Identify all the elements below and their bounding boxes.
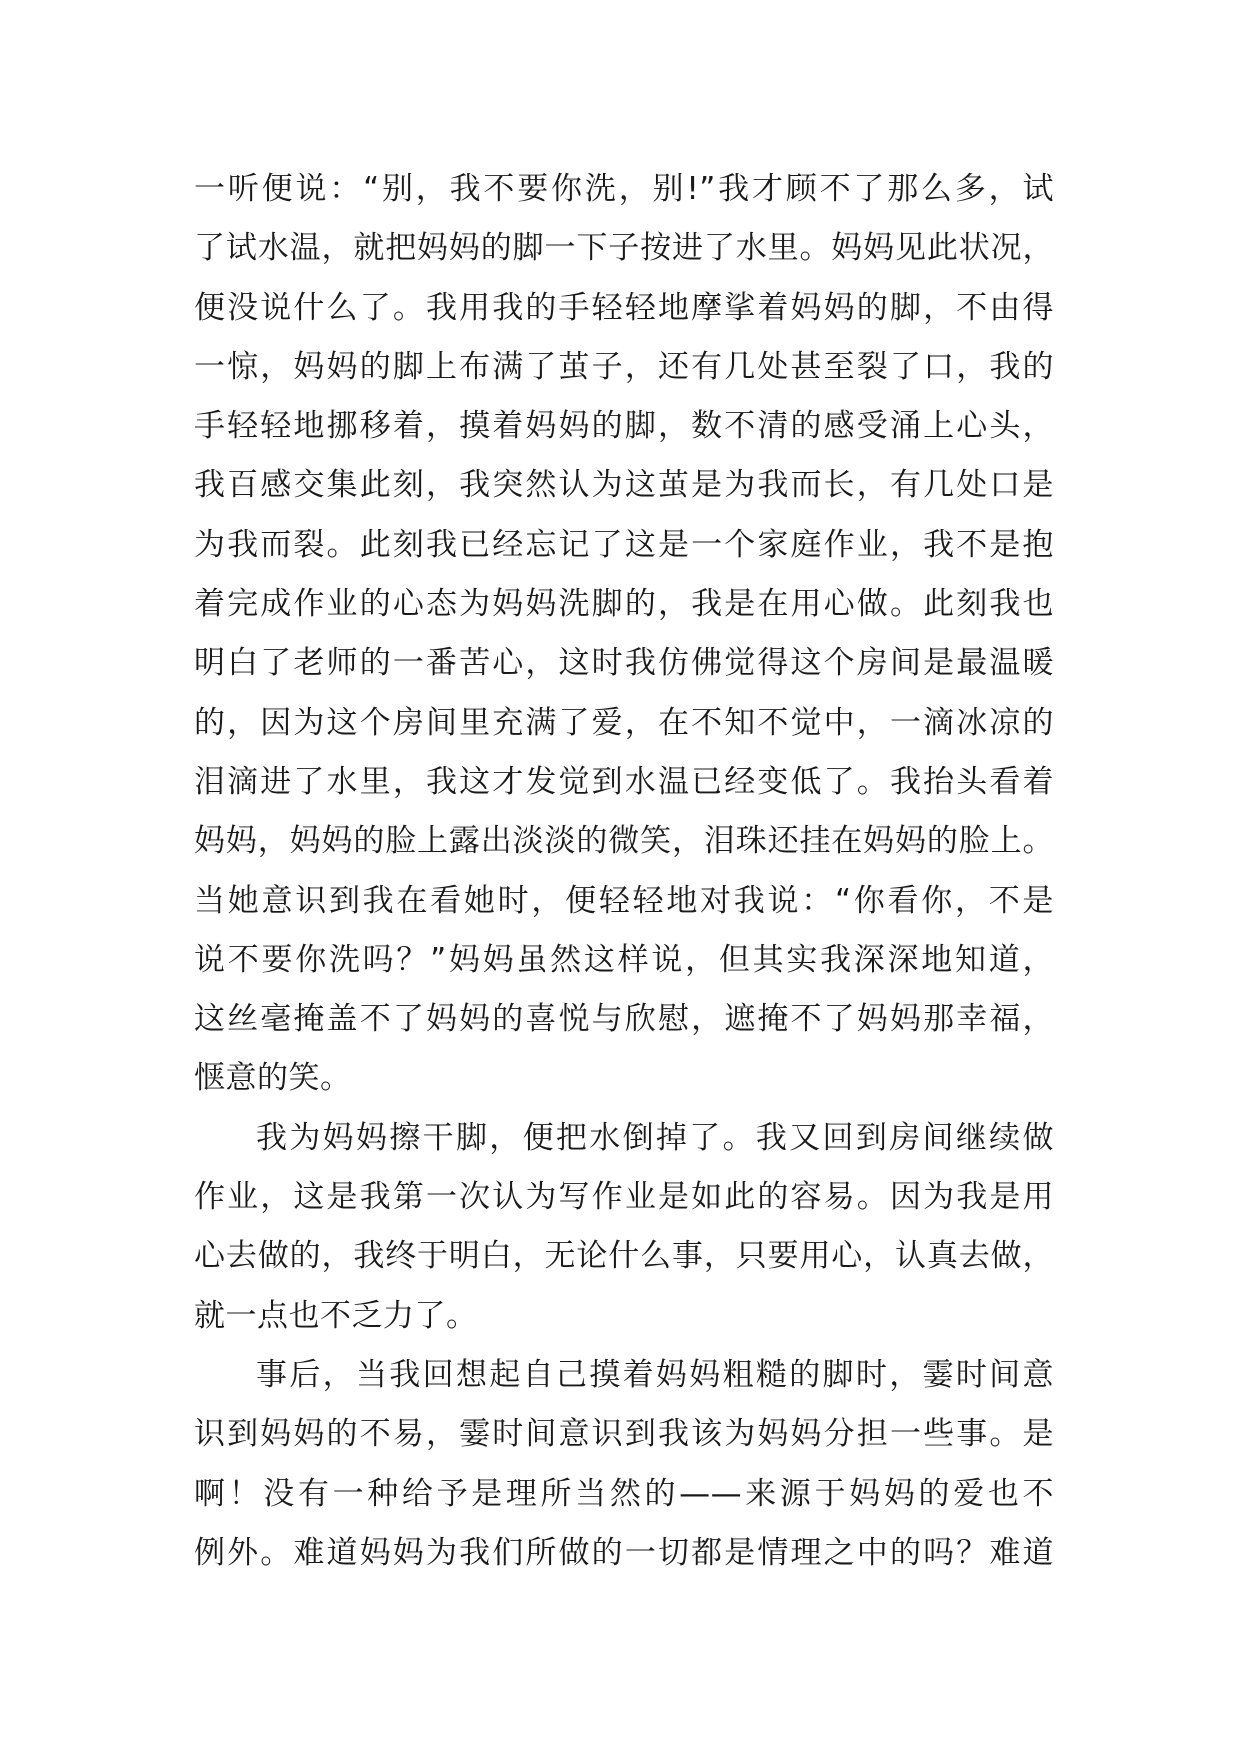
- text-line: 我百感交集此刻，我突然认为这茧是为我而长，有几处口是: [194, 467, 1054, 504]
- text-line: 妈妈，妈妈的脸上露出淡淡的微笑，泪珠还挂在妈妈的脸上。: [194, 823, 1054, 860]
- text-line: 就一点也不乏力了。: [194, 1297, 478, 1334]
- text-line: 作业，这是我第一次认为写作业是如此的容易。因为我是用: [194, 1179, 1054, 1216]
- text-line: 明白了老师的一番苦心，这时我仿佛觉得这个房间是最温暖: [194, 645, 1054, 682]
- text-line: 说不要你洗吗？”妈妈虽然这样说，但其实我深深地知道，: [194, 941, 1054, 978]
- paragraph-first-line: 我为妈妈擦干脚，便把水倒掉了。我又回到房间继续做: [256, 1119, 1054, 1156]
- text-line: 惬意的笑。: [194, 1060, 352, 1097]
- text-line: 泪滴进了水里，我这才发觉到水温已经变低了。我抬头看着: [194, 763, 1054, 800]
- text-line: 为我而裂。此刻我已经忘记了这是一个家庭作业，我不是抱: [194, 526, 1054, 563]
- document-body: [194, 160, 1054, 1583]
- text-line: 了试水温，就把妈妈的脚一下子按进了水里。妈妈见此状况，: [194, 230, 1054, 267]
- text-line: 着完成作业的心态为妈妈洗脚的，我是在用心做。此刻我也: [194, 586, 1054, 623]
- text-line: 一惊，妈妈的脚上布满了茧子，还有几处甚至裂了口，我的: [194, 348, 1054, 385]
- text-line: 例外。难道妈妈为我们所做的一切都是情理之中的吗？难道: [194, 1534, 1054, 1571]
- text-line: 啊！没有一种给予是理所当然的——来源于妈妈的爱也不: [194, 1475, 1054, 1512]
- text-line: 便没说什么了。我用我的手轻轻地摩挲着妈妈的脚，不由得: [194, 289, 1054, 326]
- text-line: 当她意识到我在看她时，便轻轻地对我说：“你看你，不是: [194, 882, 1054, 919]
- paragraph-first-line: 事后，当我回想起自己摸着妈妈粗糙的脚时，霎时间意: [256, 1356, 1054, 1393]
- text-line: 这丝毫掩盖不了妈妈的喜悦与欣慰，遮掩不了妈妈那幸福，: [194, 1001, 1054, 1038]
- text-line: 手轻轻地挪移着，摸着妈妈的脚，数不清的感受涌上心头，: [194, 408, 1054, 445]
- text-line: 心去做的，我终于明白，无论什么事，只要用心，认真去做，: [194, 1238, 1054, 1275]
- text-line: 一听便说：“别，我不要你洗，别!”我才顾不了那么多，试: [194, 171, 1054, 207]
- text-line: 的，因为这个房间里充满了爱，在不知不觉中，一滴冰凉的: [194, 704, 1054, 741]
- text-line: 识到妈妈的不易，霎时间意识到我该为妈妈分担一些事。是: [194, 1416, 1054, 1453]
